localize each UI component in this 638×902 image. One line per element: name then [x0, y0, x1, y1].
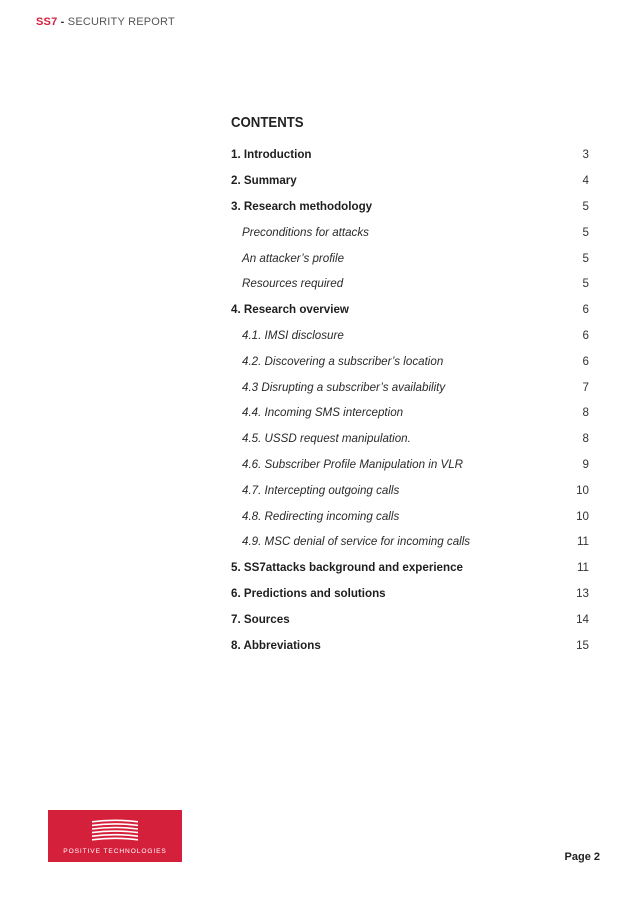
toc-entry-page: 5	[582, 225, 589, 239]
toc-entry-page: 11	[576, 535, 589, 549]
toc-entry-page: 10	[576, 483, 589, 497]
toc-entry-page: 4	[582, 174, 589, 188]
toc-entry-label: 4.5. USSD request manipulation.	[242, 432, 411, 446]
toc-entry-page: 5	[582, 251, 589, 265]
toc-entry[interactable]	[231, 581, 589, 607]
toc-entry-label: 4.2. Discovering a subscriber’s location	[242, 354, 444, 368]
toc-entry-label: 4.4. Incoming SMS interception	[242, 406, 404, 420]
toc-entry-label: 3. Research methodology	[231, 199, 373, 213]
positive-technologies-logo	[48, 810, 182, 862]
header-title: SECURITY REPORT	[67, 16, 175, 28]
toc-title: CONTENTS	[231, 114, 304, 131]
toc-entry-page: 10	[576, 509, 589, 523]
toc-entry-label: 2. Summary	[231, 174, 297, 188]
toc-entry-page: 15	[576, 638, 589, 652]
toc-entry[interactable]	[231, 297, 589, 323]
toc-entry-page: 6	[582, 328, 589, 342]
toc-entry-label: 6. Predictions and solutions	[231, 586, 386, 600]
toc-entry[interactable]	[231, 142, 589, 168]
toc-entry-page: 14	[576, 612, 589, 626]
toc-entry[interactable]	[231, 271, 589, 297]
toc-entry-page: 5	[582, 199, 589, 213]
toc-entry[interactable]	[231, 323, 589, 349]
toc-entry-page: 5	[582, 277, 589, 291]
header-brand: SS7	[36, 16, 58, 28]
toc-entry-label: Resources required	[242, 277, 344, 291]
toc-entry[interactable]	[231, 219, 589, 245]
toc-entry-label: 4.7. Intercepting outgoing calls	[242, 483, 400, 497]
toc-entry[interactable]	[231, 529, 589, 555]
toc-entry-page: 11	[576, 561, 589, 575]
toc-entry-label: 8. Abbreviations	[231, 638, 321, 652]
toc-entry[interactable]	[231, 606, 589, 632]
toc-entry[interactable]	[231, 632, 589, 658]
toc-entry-label: 4.1. IMSI disclosure	[242, 328, 344, 342]
toc-entry-label: 4.8. Redirecting incoming calls	[242, 509, 400, 523]
toc-entry[interactable]	[231, 348, 589, 374]
toc-entry-label: 7. Sources	[231, 612, 290, 626]
toc-entry-label: 5. SS7attacks background and experience	[231, 561, 463, 575]
toc-entry-page: 6	[582, 354, 589, 368]
toc-entry-label: 4. Research overview	[231, 303, 349, 317]
page-number: Page 2	[564, 851, 600, 863]
toc-entry-label: 1. Introduction	[231, 148, 312, 162]
toc-entry[interactable]	[231, 555, 589, 581]
toc-entry-page: 8	[582, 406, 589, 420]
toc-entry[interactable]	[231, 477, 589, 503]
toc-entry-page: 6	[582, 303, 589, 317]
toc-entry[interactable]	[231, 452, 589, 478]
table-of-contents	[231, 142, 589, 658]
toc-entry-label: 4.6. Subscriber Profile Manipulation in VLR	[242, 457, 464, 471]
toc-entry[interactable]	[231, 194, 589, 220]
toc-entry-page: 9	[582, 457, 589, 471]
running-header	[36, 16, 175, 28]
toc-entry[interactable]	[231, 374, 589, 400]
toc-entry-label: Preconditions for attacks	[242, 225, 369, 239]
toc-entry[interactable]	[231, 168, 589, 194]
toc-entry-label: 4.3 Disrupting a subscriber’s availability	[242, 380, 446, 394]
toc-entry[interactable]	[231, 245, 589, 271]
toc-entry-page: 3	[582, 148, 589, 162]
toc-entry-page: 7	[582, 380, 589, 394]
toc-entry[interactable]	[231, 400, 589, 426]
toc-entry-label: An attacker’s profile	[242, 251, 345, 265]
toc-entry-label: 4.9. MSC denial of service for incoming calls	[242, 535, 471, 549]
toc-entry-page: 13	[576, 586, 589, 600]
header-separator: -	[57, 16, 68, 28]
logo-text: POSITIVE TECHNOLOGIES	[63, 848, 167, 855]
toc-entry[interactable]	[231, 426, 589, 452]
toc-entry-page: 8	[582, 432, 589, 446]
toc-entry[interactable]	[231, 503, 589, 529]
